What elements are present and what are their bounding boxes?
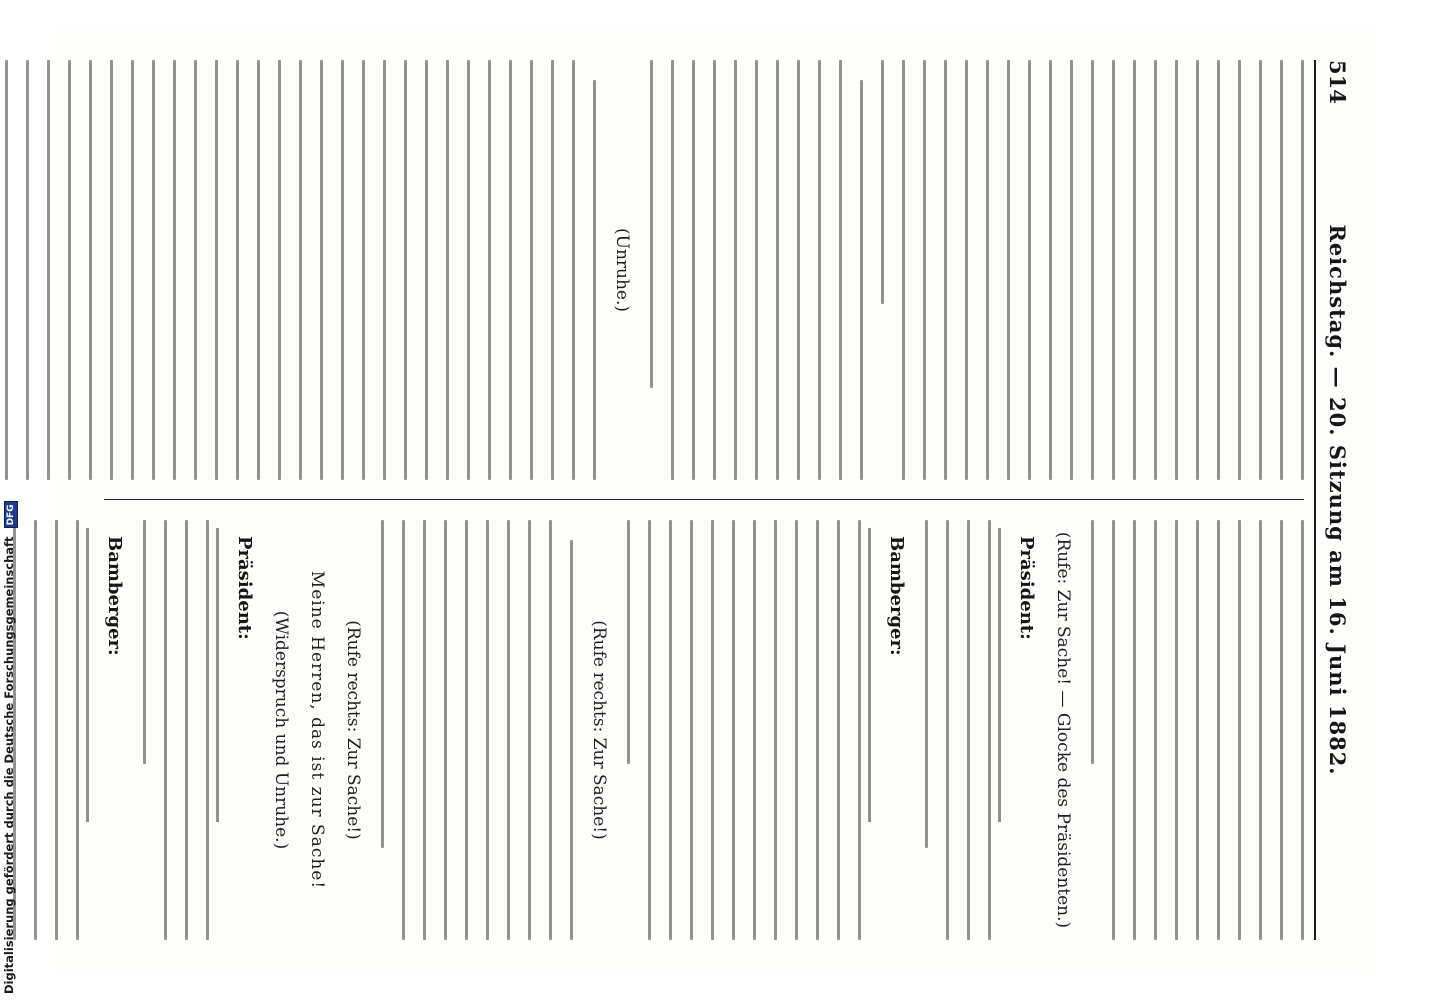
speech-block [0,520,125,940]
speech-block [143,520,255,940]
left-column [0,60,1304,480]
header-rule [1314,60,1316,940]
paragraph [0,60,596,480]
funding-text: Digitalisierung gefördert durch die Deutsche Forschungsgemeinschaft [2,536,16,994]
paragraph [1091,520,1304,940]
stage-direction: (Rufe rechts: Zur Sache!) [343,620,363,840]
stage-direction: (Widerspruch und Unruhe.) [271,610,291,850]
page-number: 514 [1325,60,1350,104]
speaker-name: Präsident: [234,536,255,640]
stage-direction: (Rufe: Zur Sache! — Glocke des Präsidenten.) [1053,531,1073,929]
right-column [0,520,1304,940]
speech-block [925,520,1037,940]
dfg-logo-icon: DFG [4,501,18,528]
speaker-name: Bamberger: [886,536,907,656]
stage-direction: (Unruhe.) [612,227,632,313]
running-title: Reichstag. — 20. Sitzung am 16. Juni 1882. [1325,224,1350,776]
funding-note [2,501,18,994]
speaker-name: Präsident: [1016,536,1037,640]
stage-direction: (Rufe rechts: Zur Sache!) [589,620,609,840]
paragraph [650,60,863,480]
speech-block [627,520,907,940]
paragraph [381,520,573,940]
scanned-page [56,30,1376,970]
page-header [1320,60,1350,940]
column-divider [104,499,1304,500]
paragraph [881,60,1304,480]
stage-direction: Meine Herren, das ist zur Sache! [307,570,327,890]
speaker-name: Bamberger: [104,536,125,656]
